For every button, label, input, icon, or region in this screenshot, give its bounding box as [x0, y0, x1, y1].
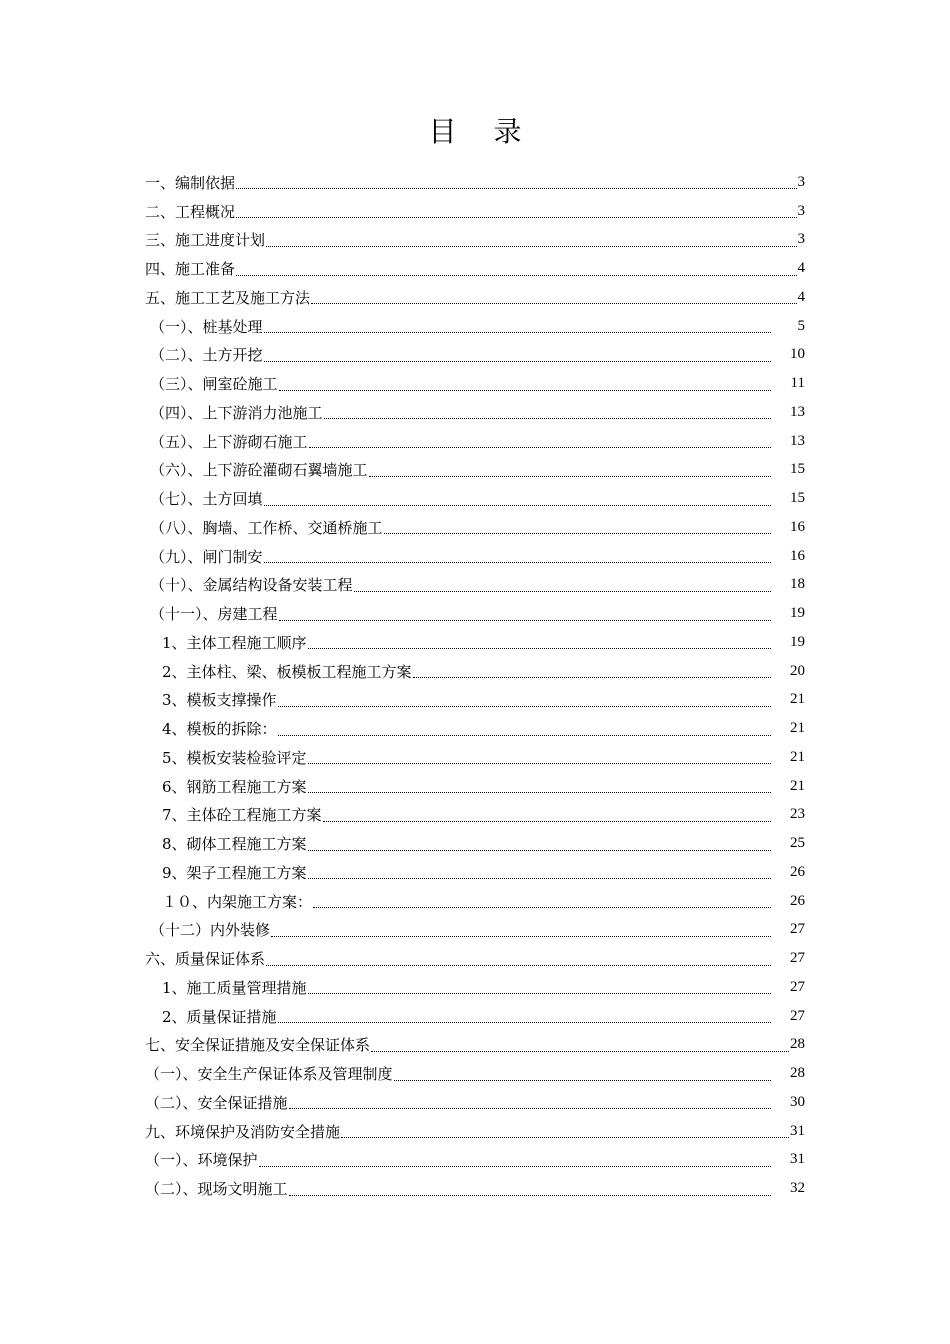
toc-entry-page-number: 31 [790, 1122, 805, 1139]
toc-dot-leader [308, 762, 771, 764]
toc-dot-leader [341, 1136, 789, 1138]
toc-entry-page-number: 21 [790, 720, 805, 737]
toc-entry[interactable] [145, 916, 805, 945]
toc-entry-page-number: 13 [790, 432, 805, 449]
toc-entry-page-number: 25 [790, 835, 805, 852]
toc-entry-page-number: 15 [790, 461, 805, 478]
toc-entry[interactable] [145, 456, 805, 485]
toc-entry-label: （二）、安全保证措施 [145, 1093, 288, 1112]
toc-entry[interactable] [145, 829, 805, 858]
toc-entry-page-number: 26 [790, 863, 805, 880]
toc-dot-leader [271, 935, 771, 937]
toc-entry-page-number: 21 [790, 748, 805, 765]
toc-entry-page-number: 27 [790, 921, 805, 938]
toc-entry[interactable] [145, 714, 805, 743]
toc-entry[interactable] [145, 168, 805, 197]
toc-dot-leader [313, 906, 771, 908]
toc-dot-leader [264, 561, 771, 563]
toc-entry-label: （七）、土方回填 [150, 490, 263, 509]
toc-entry[interactable] [145, 743, 805, 772]
toc-entry[interactable] [145, 484, 805, 513]
toc-entry[interactable] [145, 513, 805, 542]
toc-entry[interactable] [145, 973, 805, 1002]
toc-entry-page-number: 31 [790, 1151, 805, 1168]
toc-dot-leader [236, 274, 796, 276]
toc-entry-label: 8、砌体工程施工方案 [162, 835, 307, 854]
toc-entry[interactable] [145, 369, 805, 398]
toc-entry-label: １０、内架施工方案： [162, 892, 313, 911]
toc-entry-page-number: 19 [790, 605, 805, 622]
toc-entry-label: 2、主体柱、梁、板模板工程施工方案 [162, 662, 412, 681]
toc-entry[interactable] [145, 254, 805, 283]
toc-entry-page-number: 4 [797, 288, 805, 305]
toc-dot-leader [279, 619, 771, 621]
toc-entry-label: （一）、桩基处理 [150, 317, 263, 336]
toc-entry-label: 九、环境保护及消防安全措施 [145, 1122, 341, 1141]
toc-entry-label: 七、安全保证措施及安全保证体系 [145, 1036, 371, 1055]
toc-dot-leader [323, 820, 771, 822]
table-of-contents [145, 168, 805, 1203]
toc-entry-page-number: 26 [790, 892, 805, 909]
toc-entry[interactable] [145, 944, 805, 973]
toc-dot-leader [308, 647, 771, 649]
toc-entry-page-number: 18 [790, 576, 805, 593]
toc-entry-page-number: 11 [790, 375, 805, 392]
toc-entry-page-number: 16 [790, 518, 805, 535]
toc-entry-label: （九）、闸门制安 [150, 547, 263, 566]
toc-entry-label: 二、工程概况 [145, 202, 236, 221]
toc-entry[interactable] [145, 628, 805, 657]
toc-dot-leader [371, 1050, 789, 1052]
toc-entry-page-number: 28 [790, 1036, 805, 1053]
toc-entry[interactable] [145, 686, 805, 715]
toc-entry[interactable] [145, 887, 805, 916]
toc-entry[interactable] [145, 1117, 805, 1146]
toc-entry-label: （一）、安全生产保证体系及管理制度 [145, 1065, 393, 1084]
toc-entry[interactable] [145, 1174, 805, 1203]
toc-entry-label: （十）、金属结构设备安装工程 [150, 576, 353, 595]
toc-dot-leader [324, 417, 771, 419]
toc-entry-label: 一、编制依据 [145, 173, 236, 192]
toc-dot-leader [259, 1165, 771, 1167]
toc-entry-page-number: 3 [797, 202, 805, 219]
toc-entry-page-number: 3 [797, 173, 805, 190]
toc-entry-label: （二）、现场文明施工 [145, 1180, 288, 1199]
toc-entry[interactable] [145, 801, 805, 830]
toc-entry[interactable] [145, 1146, 805, 1175]
toc-entry-label: 3、模板支撑操作 [162, 691, 277, 710]
toc-entry-page-number: 21 [790, 691, 805, 708]
toc-entry-page-number: 3 [797, 231, 805, 248]
toc-dot-leader [311, 302, 796, 304]
toc-dot-leader [236, 216, 796, 218]
toc-entry[interactable] [145, 427, 805, 456]
toc-entry-page-number: 27 [790, 1007, 805, 1024]
toc-entry-label: 四、施工准备 [145, 260, 236, 279]
toc-entry-page-number: 20 [790, 662, 805, 679]
toc-entry-label: （三）、闸室砼施工 [150, 375, 278, 394]
toc-entry-page-number: 4 [797, 260, 805, 277]
toc-entry[interactable] [145, 1031, 805, 1060]
toc-dot-leader [384, 532, 771, 534]
toc-entry-label: 4、模板的拆除： [162, 720, 277, 739]
toc-dot-leader [266, 245, 796, 247]
toc-dot-leader [264, 504, 771, 506]
toc-entry[interactable] [145, 312, 805, 341]
toc-dot-leader [308, 791, 771, 793]
toc-entry-page-number: 5 [797, 317, 805, 334]
toc-entry-label: （二）、土方开挖 [150, 346, 263, 365]
toc-entry-page-number: 32 [790, 1180, 805, 1197]
toc-dot-leader [289, 1194, 771, 1196]
toc-dot-leader [308, 992, 771, 994]
toc-entry[interactable] [145, 283, 805, 312]
toc-entry[interactable] [145, 226, 805, 255]
toc-entry-page-number: 27 [790, 978, 805, 995]
toc-dot-leader [236, 187, 796, 189]
toc-entry-label: （十二）内外装修 [150, 921, 271, 940]
toc-entry-page-number: 28 [790, 1065, 805, 1082]
toc-entry-label: 1、施工质量管理措施 [162, 978, 307, 997]
toc-dot-leader [266, 964, 771, 966]
toc-dot-leader [289, 1107, 771, 1109]
toc-dot-leader [264, 360, 771, 362]
toc-entry[interactable] [145, 1059, 805, 1088]
toc-dot-leader [278, 705, 771, 707]
toc-entry[interactable] [145, 772, 805, 801]
toc-dot-leader [308, 849, 771, 851]
toc-entry[interactable] [145, 1088, 805, 1117]
toc-dot-leader [264, 331, 771, 333]
toc-entry-label: （六）、上下游砼灌砌石翼墙施工 [150, 461, 368, 480]
toc-dot-leader [354, 590, 771, 592]
toc-entry-label: （十一）、房建工程 [150, 605, 278, 624]
toc-entry-page-number: 23 [790, 806, 805, 823]
toc-entry[interactable] [145, 398, 805, 427]
toc-entry-page-number: 21 [790, 777, 805, 794]
toc-entry[interactable] [145, 1002, 805, 1031]
toc-entry-label: 2、质量保证措施 [162, 1007, 277, 1026]
toc-dot-leader [278, 1021, 771, 1023]
toc-entry-page-number: 30 [790, 1093, 805, 1110]
toc-entry-label: （五）、上下游砌石施工 [150, 432, 308, 451]
toc-dot-leader [413, 676, 771, 678]
toc-entry[interactable] [145, 657, 805, 686]
toc-dot-leader [308, 877, 771, 879]
toc-entry[interactable] [145, 341, 805, 370]
page-title: 目 录 [428, 115, 536, 148]
toc-dot-leader [394, 1079, 771, 1081]
toc-entry-label: 6、钢筋工程施工方案 [162, 777, 307, 796]
toc-dot-leader [369, 475, 771, 477]
toc-entry-label: 5、模板安装检验评定 [162, 748, 307, 767]
toc-entry[interactable] [145, 197, 805, 226]
toc-entry-page-number: 10 [790, 346, 805, 363]
toc-entry-label: 五、施工工艺及施工方法 [145, 288, 311, 307]
toc-entry[interactable] [145, 571, 805, 600]
toc-entry-page-number: 16 [790, 547, 805, 564]
toc-entry-label: 1、主体工程施工顺序 [162, 633, 307, 652]
toc-dot-leader [309, 446, 771, 448]
toc-entry-label: 六、质量保证体系 [145, 950, 266, 969]
toc-entry-label: 三、施工进度计划 [145, 231, 266, 250]
toc-entry-page-number: 19 [790, 633, 805, 650]
toc-entry[interactable] [145, 542, 805, 571]
toc-entry-page-number: 13 [790, 403, 805, 420]
toc-entry-label: （一）、环境保护 [145, 1151, 258, 1170]
toc-entry-page-number: 15 [790, 490, 805, 507]
toc-dot-leader [279, 389, 771, 391]
toc-entry-label: （八）、胸墙、工作桥、交通桥施工 [150, 518, 383, 537]
toc-entry-label: 9、架子工程施工方案 [162, 863, 307, 882]
toc-entry-label: 7、主体砼工程施工方案 [162, 806, 322, 825]
toc-entry[interactable] [145, 599, 805, 628]
toc-entry-label: （四）、上下游消力池施工 [150, 403, 323, 422]
toc-dot-leader [278, 734, 771, 736]
toc-entry[interactable] [145, 858, 805, 887]
toc-entry-page-number: 27 [790, 950, 805, 967]
